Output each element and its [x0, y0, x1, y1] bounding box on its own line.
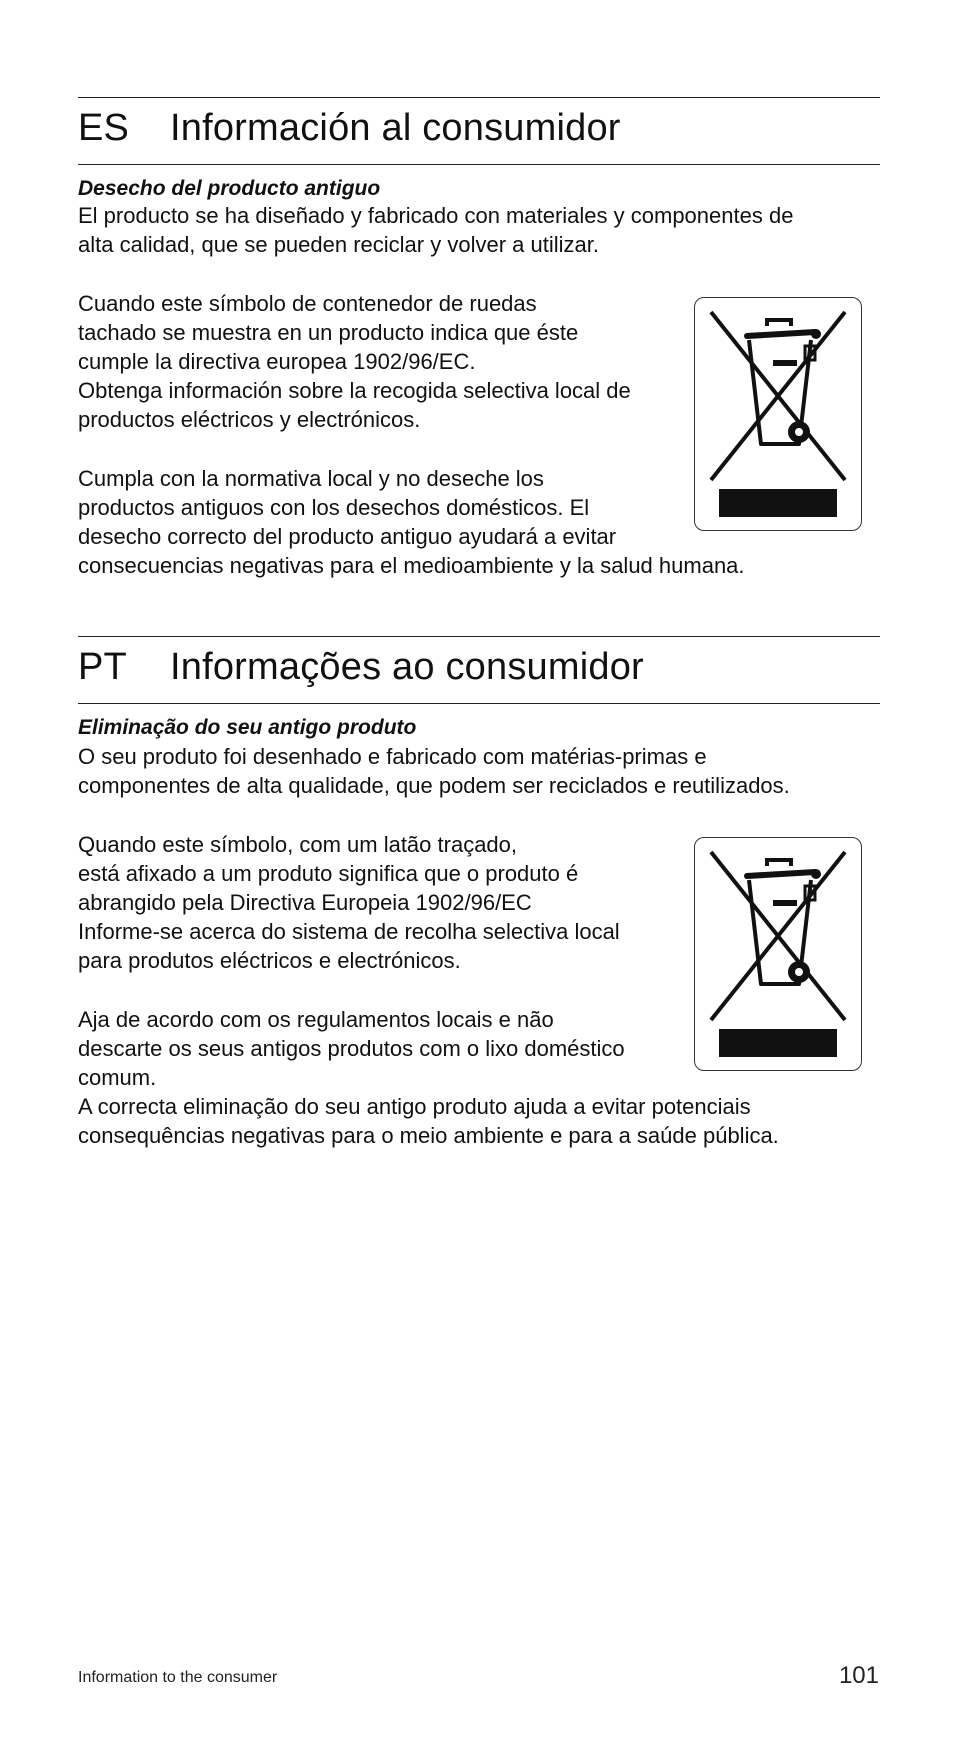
paragraph-line: para produtos eléctricos e electrónicos.	[78, 948, 461, 973]
footer-label: Information to the consumer	[78, 1669, 278, 1686]
paragraph-line: Aja de acordo com os regulamentos locais e não	[78, 1007, 554, 1032]
heading-es	[78, 107, 621, 150]
weee-bin-icon	[694, 297, 862, 531]
rule-bottom-pt	[78, 703, 880, 704]
heading-pt	[78, 646, 644, 689]
paragraph-line: componentes de alta qualidade, que podem ser reciclados e reutilizados.	[78, 773, 790, 798]
paragraph-line: alta calidad, que se pueden reciclar y volver a utilizar.	[78, 232, 599, 257]
subtitle-es: Desecho del producto antiguo	[78, 177, 381, 200]
paragraph-line: Cumpla con la normativa local y no deseche los	[78, 466, 544, 491]
paragraph-line: consequências negativas para o meio ambiente e para a saúde pública.	[78, 1123, 779, 1148]
paragraph-line: Cuando este símbolo de contenedor de ruedas	[78, 291, 537, 316]
paragraph-line: productos eléctricos y electrónicos.	[78, 407, 421, 432]
paragraph-line: Obtenga información sobre la recogida selectiva local de	[78, 378, 631, 403]
paragraph-line: cumple la directiva europea 1902/96/EC.	[78, 349, 476, 374]
title-es: Información al consumidor	[170, 107, 621, 149]
paragraph-line: Quando este símbolo, com um latão traçado,	[78, 832, 518, 857]
paragraph-line: Informe-se acerca do sistema de recolha selectiva local	[78, 919, 620, 944]
weee-bin-icon	[694, 837, 862, 1071]
language-code-pt: PT	[78, 646, 127, 688]
paragraph-line: tachado se muestra en un producto indica que éste	[78, 320, 579, 345]
paragraph-line: productos antiguos con los desechos domésticos. El	[78, 495, 590, 520]
language-code-es: ES	[78, 107, 130, 149]
rule-top-es	[78, 97, 880, 98]
paragraph-line: El producto se ha diseñado y fabricado con materiales y componentes de	[78, 203, 794, 228]
paragraph-line: A correcta eliminação do seu antigo produto ajuda a evitar potenciais	[78, 1094, 751, 1119]
paragraph-line: está afixado a um produto significa que o produto é	[78, 861, 579, 886]
paragraph-line: consecuencias negativas para el medioambiente y la salud humana.	[78, 553, 745, 578]
title-pt: Informações ao consumidor	[170, 646, 644, 688]
subtitle-pt: Eliminação do seu antigo produto	[78, 716, 417, 739]
rule-bottom-es	[78, 164, 880, 165]
paragraph-line: O seu produto foi desenhado e fabricado com matérias-primas e	[78, 744, 707, 769]
paragraph-line: abrangido pela Directiva Europeia 1902/96/EC	[78, 890, 532, 915]
rule-top-pt	[78, 636, 880, 637]
paragraph-line: desecho correcto del producto antiguo ayudará a evitar	[78, 524, 617, 549]
paragraph-line: comum.	[78, 1065, 157, 1090]
page-number: 101	[838, 1662, 879, 1689]
paragraph-line: descarte os seus antigos produtos com o lixo doméstico	[78, 1036, 625, 1061]
